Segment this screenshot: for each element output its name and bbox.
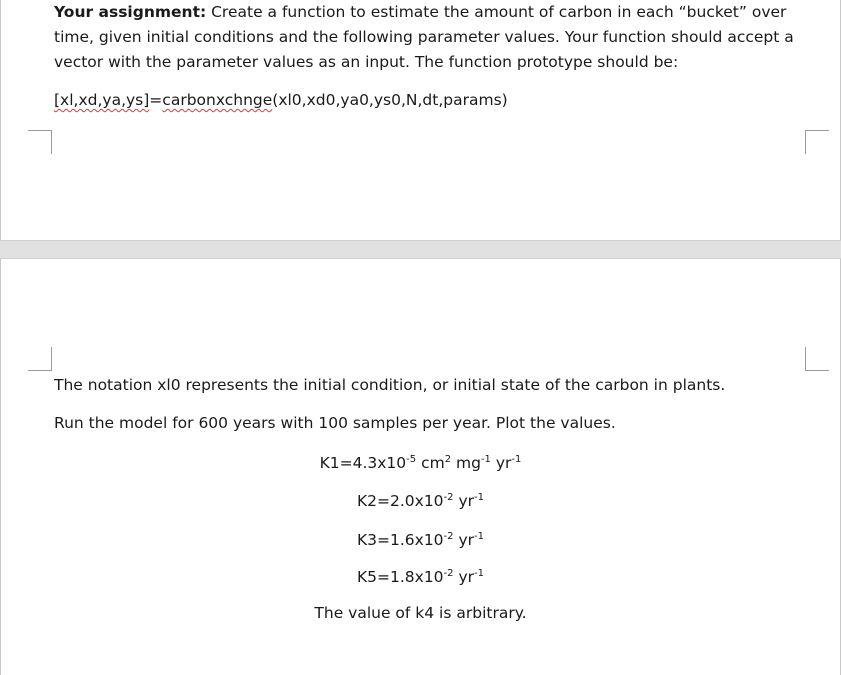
- k1-unit-yr: yr: [490, 454, 512, 472]
- k3-base: K3=1.6x10: [356, 531, 444, 549]
- param-k1[interactable]: [0, 452, 841, 474]
- k5-exp: -2: [443, 567, 454, 579]
- k3-unit-exp: -1: [474, 530, 484, 542]
- k5-unit-exp: -1: [474, 567, 484, 579]
- k1-unit-mg: mg: [451, 454, 481, 472]
- k1-exp: -5: [406, 453, 417, 465]
- margin-corner-mark-top-right: [805, 130, 829, 154]
- k2-unit: yr: [453, 492, 475, 510]
- k1-unit-mg-exp: -1: [480, 453, 491, 465]
- page-separator: [0, 240, 841, 259]
- margin-corner-mark-bottom-right: [805, 347, 829, 371]
- prototype-function-name: carbonxchnge: [162, 91, 273, 109]
- k1-unit-cm: cm: [416, 454, 445, 472]
- prototype-equals: =: [149, 91, 163, 109]
- margin-corner-mark-bottom-left: [28, 347, 52, 371]
- notation-paragraph[interactable]: The notation xl0 represents the initial condition, or initial state of the carbon in plants.: [54, 376, 726, 394]
- k2-unit-exp: -1: [474, 491, 484, 503]
- param-k2[interactable]: [0, 490, 841, 512]
- k3-unit: yr: [453, 531, 475, 549]
- assignment-label: Your assignment:: [54, 3, 207, 21]
- prototype-outputs: [xl,xd,ya,ys]: [54, 91, 150, 109]
- param-k3[interactable]: [0, 529, 841, 551]
- k3-exp: -2: [443, 530, 454, 542]
- run-instructions-paragraph[interactable]: Run the model for 600 years with 100 samples per year. Plot the values.: [54, 414, 616, 432]
- k1-unit-yr-exp: -1: [511, 453, 522, 465]
- function-prototype[interactable]: [54, 88, 814, 113]
- assignment-paragraph[interactable]: [54, 0, 814, 75]
- k1-base: K1=4.3x10: [319, 454, 407, 472]
- prototype-args: (xl0,xd0,ya0,ys0,N,dt,params): [272, 91, 508, 109]
- k5-base: K5=1.8x10: [356, 568, 444, 586]
- k5-unit: yr: [453, 568, 475, 586]
- margin-corner-mark-top-left: [28, 130, 52, 154]
- param-k5[interactable]: [0, 566, 841, 588]
- k2-base: K2=2.0x10: [356, 492, 444, 510]
- k2-exp: -2: [443, 491, 454, 503]
- assignment-text: Create a function to estimate the amount of carbon in each “bucket” over time, given initial conditions and the following parameter values. Your function should accept a vector with the parameter values as an input. The function prototype should be:: [54, 3, 794, 71]
- k1-unit-cm-exp: 2: [444, 453, 452, 465]
- k4-note[interactable]: The value of k4 is arbitrary.: [314, 604, 527, 622]
